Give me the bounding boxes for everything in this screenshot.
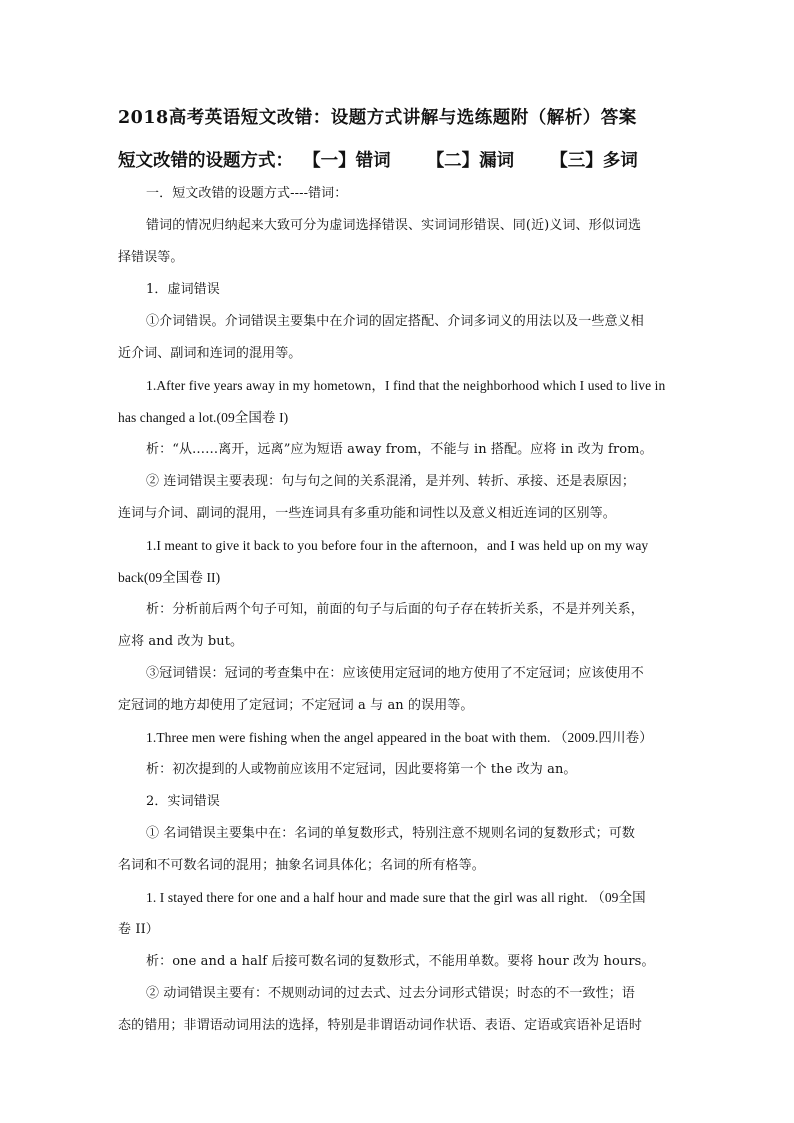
example-sentence: has changed a lot.(09全国卷 I)	[118, 410, 289, 425]
example-sentence: 1. I stayed there for one and a half hour and made sure that the girl was all right. （09全国	[146, 890, 646, 905]
body-paragraph: 错词的情况归纳起来大致可分为虚词选择错误、实词词形错误、同(近)义词、形似词选	[146, 218, 642, 233]
body-paragraph: ① 名词错误主要集中在：名词的单复数形式，特别注意不规则名词的复数形式；可数	[146, 826, 635, 841]
body-paragraph: ①介词错误。介词错误主要集中在介词的固定搭配、介词多词义的用法以及一些意义相	[146, 314, 644, 329]
analysis-text: 析：初次提到的人或物前应该用不定冠词，因此要将第一个 the 改为 an。	[146, 762, 577, 777]
body-paragraph: 定冠词的地方却使用了定冠词；不定冠词 a 与 an 的误用等。	[118, 698, 474, 713]
example-sentence: 1.After five years away in my hometown，I find that the neighborhood which I used to live in	[146, 378, 666, 393]
document-title: 2018高考英语短文改错：设题方式讲解与选练题附（解析）答案	[118, 108, 637, 128]
subtitle-lead: 短文改错的设题方式：	[118, 151, 293, 171]
analysis-text: 应将 and 改为 but。	[118, 634, 244, 649]
document-subtitle	[118, 147, 718, 172]
subtitle-item-missing-word: 【二】漏词	[426, 151, 515, 171]
body-paragraph: ② 动词错误主要有：不规则动词的过去式、过去分词形式错误；时态的不一致性；语	[146, 986, 635, 1001]
body-paragraph: 择错误等。	[118, 250, 184, 265]
body-paragraph: 态的错用；非谓语动词用法的选择，特别是非谓语动词作状语、表语、定语或宾语补足语时	[118, 1018, 643, 1033]
body-paragraph: ③冠词错误：冠词的考查集中在：应该使用定冠词的地方使用了不定冠词；应该使用不	[146, 666, 644, 681]
subtitle-item-wrong-word: 【一】错词	[303, 151, 391, 171]
body-paragraph: 名词和不可数名词的混用；抽象名词具体化；名词的所有格等。	[118, 858, 485, 873]
example-sentence: 卷 II）	[118, 922, 159, 937]
example-sentence: 1.Three men were fishing when the angel appeared in the boat with them. （2009.四川卷）	[146, 730, 653, 745]
analysis-text: 析：分析前后两个句子可知，前面的句子与后面的句子存在转折关系，不是并列关系，	[146, 602, 644, 617]
body-paragraph: 连词与介词、副词的混用，一些连词具有多重功能和词性以及意义相近连词的区别等。	[118, 506, 616, 521]
analysis-text: 析：one and a half 后接可数名词的复数形式，不能用单数。要将 hour 改为 hours。	[146, 954, 655, 969]
body-paragraph: 近介词、副词和连词的混用等。	[118, 346, 302, 361]
subsection-heading: 2．实词错误	[146, 794, 220, 809]
body-paragraph: ② 连词错误主要表现：句与句之间的关系混淆，是并列、转折、承接、还是表原因；	[146, 474, 635, 489]
subtitle-item-extra-word: 【三】多词	[550, 151, 638, 171]
analysis-text: 析：“从……离开，远离”应为短语 away from，不能与 in 搭配。应将 in 改为 from。	[146, 442, 653, 457]
example-sentence: 1.I meant to give it back to you before four in the afternoon，and I was held up on my way	[146, 538, 649, 553]
subsection-heading: 1．虚词错误	[146, 282, 220, 297]
example-sentence: back(09全国卷 II)	[118, 570, 221, 585]
section-heading-wrong-words: 一．短文改错的设题方式----错词：	[146, 186, 348, 201]
